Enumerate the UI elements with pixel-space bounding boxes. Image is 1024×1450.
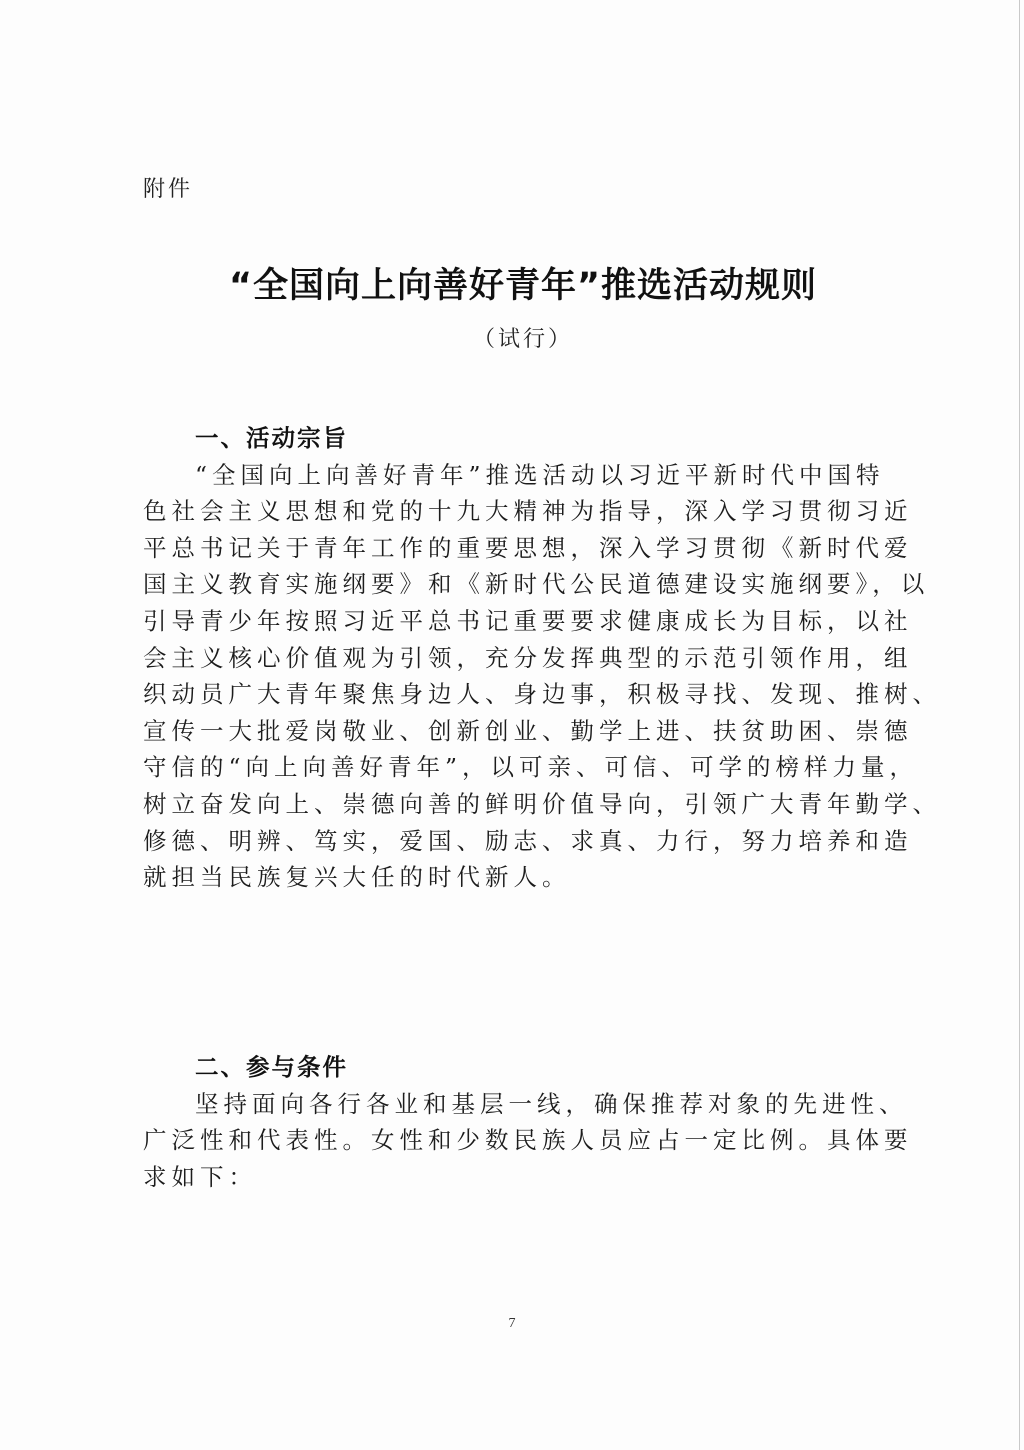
paragraph-line: 树立奋发向上、崇德向善的鲜明价值导向，引领广大青年勤学、: [143, 789, 941, 818]
page-number: 7: [508, 1316, 516, 1331]
paragraph-line: 会主义核心价值观为引领，充分发挥典型的示范引领作用，组: [143, 643, 913, 672]
section-eligibility: [143, 1049, 913, 1195]
document-title: “全国向上向善好青年”推选活动规则: [228, 266, 817, 306]
paragraph-line: 国主义教育实施纲要》和《新时代公民道德建设实施纲要》，以: [143, 570, 930, 599]
paragraph-line: 织动员广大青年聚焦身边人、身边事，积极寻找、发现、推树、: [143, 680, 941, 709]
paragraph-line: 宣传一大批爱岗敬业、创新创业、勤学上进、扶贫助困、崇德: [143, 716, 913, 745]
paragraph-line: 平总书记关于青年工作的重要思想，深入学习贯彻《新时代爱: [143, 533, 913, 562]
paragraph-line: 求如下：: [143, 1162, 257, 1191]
paragraph-line: “全国向上向善好青年”推选活动以习近平新时代中国特: [195, 460, 885, 489]
attachment-label: 附件: [143, 177, 194, 202]
paragraph-line: 坚持面向各行各业和基层一线，确保推荐对象的先进性、: [195, 1089, 908, 1118]
document-subtitle: （试行）: [472, 327, 573, 352]
paragraph-line: 就担当民族复兴大任的时代新人。: [143, 863, 571, 892]
paragraph-line: 守信的“向上向善好青年”，以可亲、可信、可学的榜样力量，: [143, 753, 919, 782]
section-heading: 一、活动宗旨: [195, 424, 348, 452]
paragraph-line: 广泛性和代表性。女性和少数民族人员应占一定比例。具体要: [143, 1126, 913, 1155]
section-heading: 二、参与条件: [195, 1053, 348, 1081]
scan-edge-line: [1019, 0, 1020, 1450]
paragraph-line: 修德、明辨、笃实，爱国、励志、求真、力行，努力培养和造: [143, 826, 913, 855]
section-purpose: [143, 420, 941, 896]
paragraph-line: 引导青少年按照习近平总书记重要要求健康成长为目标，以社: [143, 606, 913, 635]
paragraph-line: 色社会主义思想和党的十九大精神为指导，深入学习贯彻习近: [143, 497, 913, 526]
